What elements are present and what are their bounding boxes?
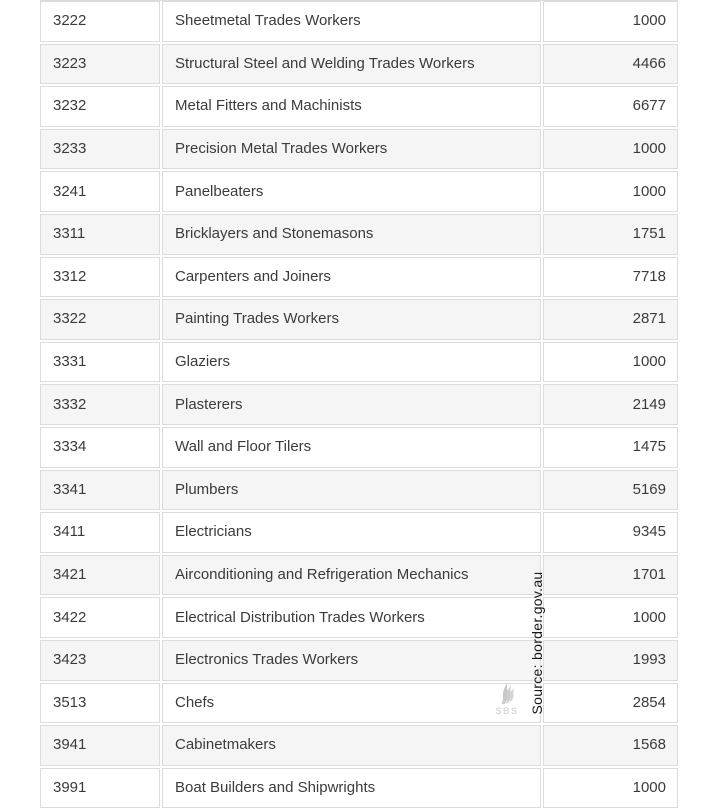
occupation-cell: Glaziers bbox=[162, 342, 541, 383]
value-cell: 1475 bbox=[543, 427, 678, 468]
table-row bbox=[40, 257, 678, 298]
occupation-cell: Metal Fitters and Machinists bbox=[162, 86, 541, 127]
table-row bbox=[40, 214, 678, 255]
value-cell: 1993 bbox=[543, 640, 678, 681]
occupation-cell: Cabinetmakers bbox=[162, 725, 541, 766]
value-cell: 1000 bbox=[543, 597, 678, 638]
table-row bbox=[40, 342, 678, 383]
code-cell: 3332 bbox=[40, 384, 160, 425]
value-cell: 1000 bbox=[543, 171, 678, 212]
table-row bbox=[40, 512, 678, 553]
value-cell: 1000 bbox=[543, 768, 678, 809]
occupation-cell: Wall and Floor Tilers bbox=[162, 427, 541, 468]
sbs-logo bbox=[491, 679, 523, 716]
table-row bbox=[40, 129, 678, 170]
code-cell: 3312 bbox=[40, 257, 160, 298]
code-cell: 3331 bbox=[40, 342, 160, 383]
code-cell: 3233 bbox=[40, 129, 160, 170]
table-row bbox=[40, 171, 678, 212]
value-cell: 1000 bbox=[543, 342, 678, 383]
occupation-cell: Electronics Trades Workers bbox=[162, 640, 541, 681]
code-cell: 3223 bbox=[40, 44, 160, 85]
value-cell: 2149 bbox=[543, 384, 678, 425]
value-cell: 4466 bbox=[543, 44, 678, 85]
value-cell: 1000 bbox=[543, 1, 678, 42]
occupation-cell: Boat Builders and Shipwrights bbox=[162, 768, 541, 809]
table-row bbox=[40, 470, 678, 511]
occupation-cell: Carpenters and Joiners bbox=[162, 257, 541, 298]
occupation-cell: Electricians bbox=[162, 512, 541, 553]
code-cell: 3222 bbox=[40, 1, 160, 42]
value-cell: 6677 bbox=[543, 86, 678, 127]
sbs-mercator-icon bbox=[495, 679, 519, 705]
table-row bbox=[40, 427, 678, 468]
value-cell: 5169 bbox=[543, 470, 678, 511]
table-row bbox=[40, 555, 678, 596]
code-cell: 3341 bbox=[40, 470, 160, 511]
code-cell: 3311 bbox=[40, 214, 160, 255]
table-row bbox=[40, 1, 678, 42]
occupation-cell: Plumbers bbox=[162, 470, 541, 511]
table-row bbox=[40, 768, 678, 809]
value-cell: 2871 bbox=[543, 299, 678, 340]
value-cell: 2854 bbox=[543, 683, 678, 724]
source-watermark: Source: border.gov.au bbox=[529, 571, 545, 715]
value-cell: 1701 bbox=[543, 555, 678, 596]
occupation-cell: Bricklayers and Stonemasons bbox=[162, 214, 541, 255]
occupation-cell: Plasterers bbox=[162, 384, 541, 425]
code-cell: 3991 bbox=[40, 768, 160, 809]
table-row bbox=[40, 725, 678, 766]
table-row bbox=[40, 86, 678, 127]
code-cell: 3411 bbox=[40, 512, 160, 553]
occupation-table bbox=[38, 0, 680, 810]
occupation-cell: Structural Steel and Welding Trades Workers bbox=[162, 44, 541, 85]
table-row bbox=[40, 597, 678, 638]
sbs-logo-text: SBS bbox=[495, 706, 519, 716]
code-cell: 3421 bbox=[40, 555, 160, 596]
code-cell: 3423 bbox=[40, 640, 160, 681]
code-cell: 3422 bbox=[40, 597, 160, 638]
code-cell: 3513 bbox=[40, 683, 160, 724]
value-cell: 1751 bbox=[543, 214, 678, 255]
table-row bbox=[40, 44, 678, 85]
value-cell: 9345 bbox=[543, 512, 678, 553]
table-row bbox=[40, 640, 678, 681]
value-cell: 7718 bbox=[543, 257, 678, 298]
occupation-cell: Chefs bbox=[162, 683, 541, 724]
occupation-cell: Airconditioning and Refrigeration Mechanics bbox=[162, 555, 541, 596]
table-row bbox=[40, 299, 678, 340]
code-cell: 3322 bbox=[40, 299, 160, 340]
code-cell: 3941 bbox=[40, 725, 160, 766]
table-row bbox=[40, 683, 678, 724]
occupation-cell: Precision Metal Trades Workers bbox=[162, 129, 541, 170]
occupation-cell: Painting Trades Workers bbox=[162, 299, 541, 340]
occupation-table-body bbox=[40, 1, 678, 808]
value-cell: 1000 bbox=[543, 129, 678, 170]
occupation-cell: Sheetmetal Trades Workers bbox=[162, 1, 541, 42]
value-cell: 1568 bbox=[543, 725, 678, 766]
code-cell: 3241 bbox=[40, 171, 160, 212]
occupation-cell: Electrical Distribution Trades Workers bbox=[162, 597, 541, 638]
code-cell: 3232 bbox=[40, 86, 160, 127]
code-cell: 3334 bbox=[40, 427, 160, 468]
occupation-cell: Panelbeaters bbox=[162, 171, 541, 212]
table-row bbox=[40, 384, 678, 425]
